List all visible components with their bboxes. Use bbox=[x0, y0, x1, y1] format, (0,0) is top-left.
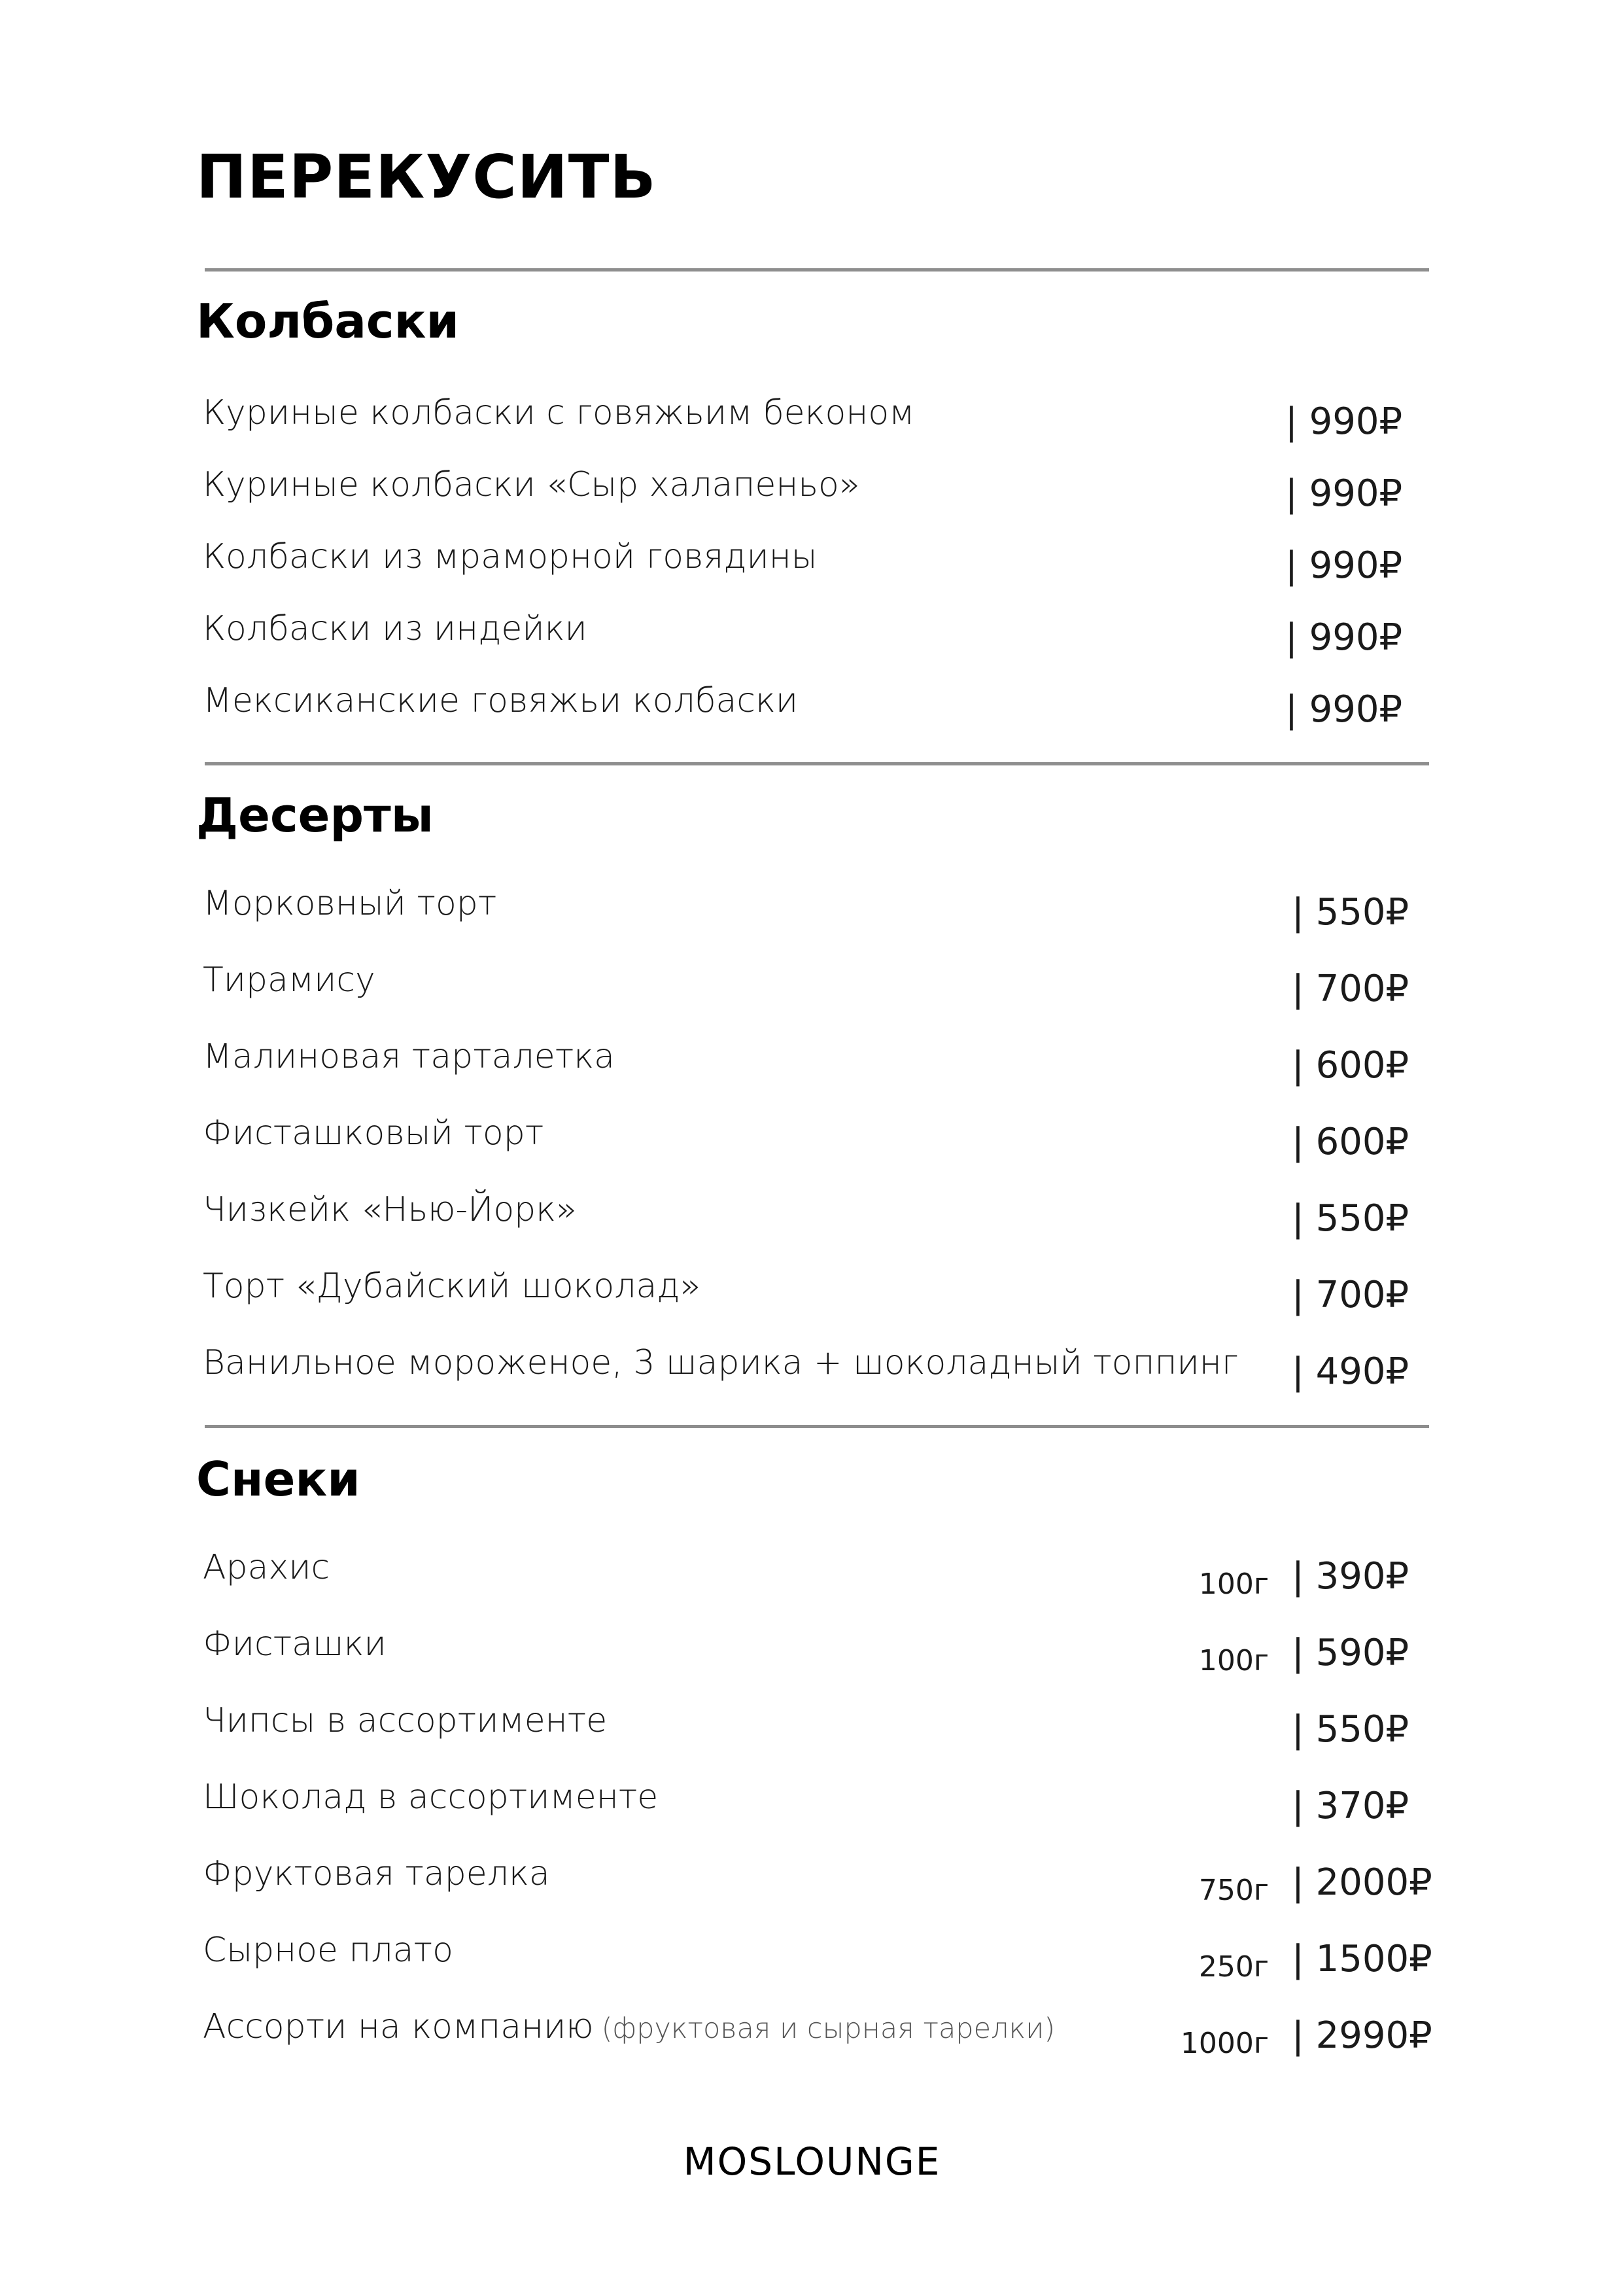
item-price: | 550₽ bbox=[1292, 1708, 1409, 1751]
menu-item bbox=[203, 1624, 1432, 1679]
item-price: | 590₽ bbox=[1292, 1632, 1409, 1674]
item-price: | 600₽ bbox=[1292, 1044, 1409, 1087]
item-name: Тирамису bbox=[203, 960, 375, 1000]
item-price: | 990₽ bbox=[1285, 472, 1403, 515]
menu-item bbox=[203, 681, 1432, 736]
menu-item bbox=[203, 960, 1432, 1015]
menu-item bbox=[203, 609, 1432, 664]
menu-item bbox=[203, 1780, 1432, 1832]
item-price: | 700₽ bbox=[1292, 968, 1409, 1010]
item-price: | 2000₽ bbox=[1292, 1861, 1432, 1904]
page-title: ПЕРЕКУСИТЬ bbox=[196, 142, 657, 212]
item-name: Фруктовая тарелка bbox=[203, 1854, 550, 1893]
menu-item bbox=[203, 2007, 1432, 2062]
item-name: Сырное плато bbox=[203, 1931, 453, 1970]
section-title-snacks: Снеки bbox=[196, 1452, 360, 1507]
menu-item bbox=[203, 1269, 1432, 1322]
section-divider bbox=[205, 762, 1429, 765]
item-name: Куриные колбаски «Сыр халапеньо» bbox=[203, 465, 860, 504]
item-price: | 990₽ bbox=[1285, 616, 1403, 659]
item-name: Куриные колбаски с говяжьим беконом bbox=[203, 393, 915, 432]
menu-item bbox=[203, 1113, 1432, 1168]
item-name: Шоколад в ассортименте bbox=[203, 1778, 659, 1817]
menu-item bbox=[203, 1701, 1432, 1756]
item-weight: 1000г bbox=[1180, 2027, 1269, 2060]
section-title-desserts: Десерты bbox=[196, 788, 434, 843]
item-price: | 490₽ bbox=[1292, 1350, 1409, 1393]
section-divider bbox=[205, 1425, 1429, 1428]
item-price: | 990₽ bbox=[1285, 688, 1403, 731]
item-weight: 250г bbox=[1198, 1950, 1269, 1984]
item-price: | 550₽ bbox=[1292, 891, 1409, 934]
item-name bbox=[203, 2007, 1056, 2046]
item-name: Торт «Дубайский шоколад» bbox=[203, 1267, 701, 1306]
menu-item bbox=[203, 537, 1432, 592]
menu-item bbox=[203, 465, 1432, 520]
item-name: Малиновая тарталетка bbox=[203, 1037, 615, 1076]
section-title-sausages: Колбаски bbox=[196, 294, 459, 349]
item-price: | 990₽ bbox=[1285, 544, 1403, 587]
menu-item bbox=[203, 1854, 1432, 1909]
item-name: Арахис bbox=[203, 1548, 330, 1587]
item-price: | 370₽ bbox=[1292, 1785, 1409, 1827]
menu-item bbox=[203, 1190, 1432, 1245]
menu-item bbox=[203, 1037, 1432, 1092]
item-price: | 390₽ bbox=[1292, 1555, 1409, 1598]
item-name: Фисташковый торт bbox=[203, 1113, 544, 1153]
footer-brand-logo: MOSLOUNGE bbox=[683, 2139, 941, 2184]
menu-item bbox=[203, 1550, 1432, 1603]
item-note: (фруктовая и сырная тарелки) bbox=[601, 2012, 1056, 2045]
item-price: | 2990₽ bbox=[1292, 2014, 1432, 2057]
item-name: Морковный торт bbox=[203, 884, 497, 923]
item-name: Ванильное мороженое, 3 шарика + шоколадный топпинг bbox=[203, 1343, 1239, 1382]
item-price: | 550₽ bbox=[1292, 1197, 1409, 1240]
item-weight: 750г bbox=[1198, 1874, 1269, 1907]
item-price: | 990₽ bbox=[1285, 400, 1403, 443]
item-price: | 700₽ bbox=[1292, 1274, 1409, 1316]
item-weight: 100г bbox=[1198, 1568, 1269, 1601]
section-divider bbox=[205, 268, 1429, 272]
menu-item bbox=[203, 886, 1432, 939]
item-price: | 600₽ bbox=[1292, 1121, 1409, 1163]
item-weight: 100г bbox=[1198, 1644, 1269, 1677]
menu-item bbox=[203, 1343, 1432, 1398]
item-name: Колбаски из мраморной говядины bbox=[203, 537, 818, 576]
menu-item bbox=[203, 1933, 1432, 1986]
item-price: | 1500₽ bbox=[1292, 1938, 1432, 1980]
item-name: Мексиканские говяжьи колбаски bbox=[203, 681, 799, 720]
menu-item bbox=[203, 393, 1432, 448]
item-name: Чипсы в ассортименте bbox=[203, 1701, 608, 1740]
item-name: Фисташки bbox=[203, 1624, 387, 1664]
item-name: Колбаски из индейки bbox=[203, 609, 587, 648]
item-name-text: Ассорти на компанию bbox=[203, 2007, 594, 2046]
item-name: Чизкейк «Нью-Йорк» bbox=[203, 1190, 577, 1229]
